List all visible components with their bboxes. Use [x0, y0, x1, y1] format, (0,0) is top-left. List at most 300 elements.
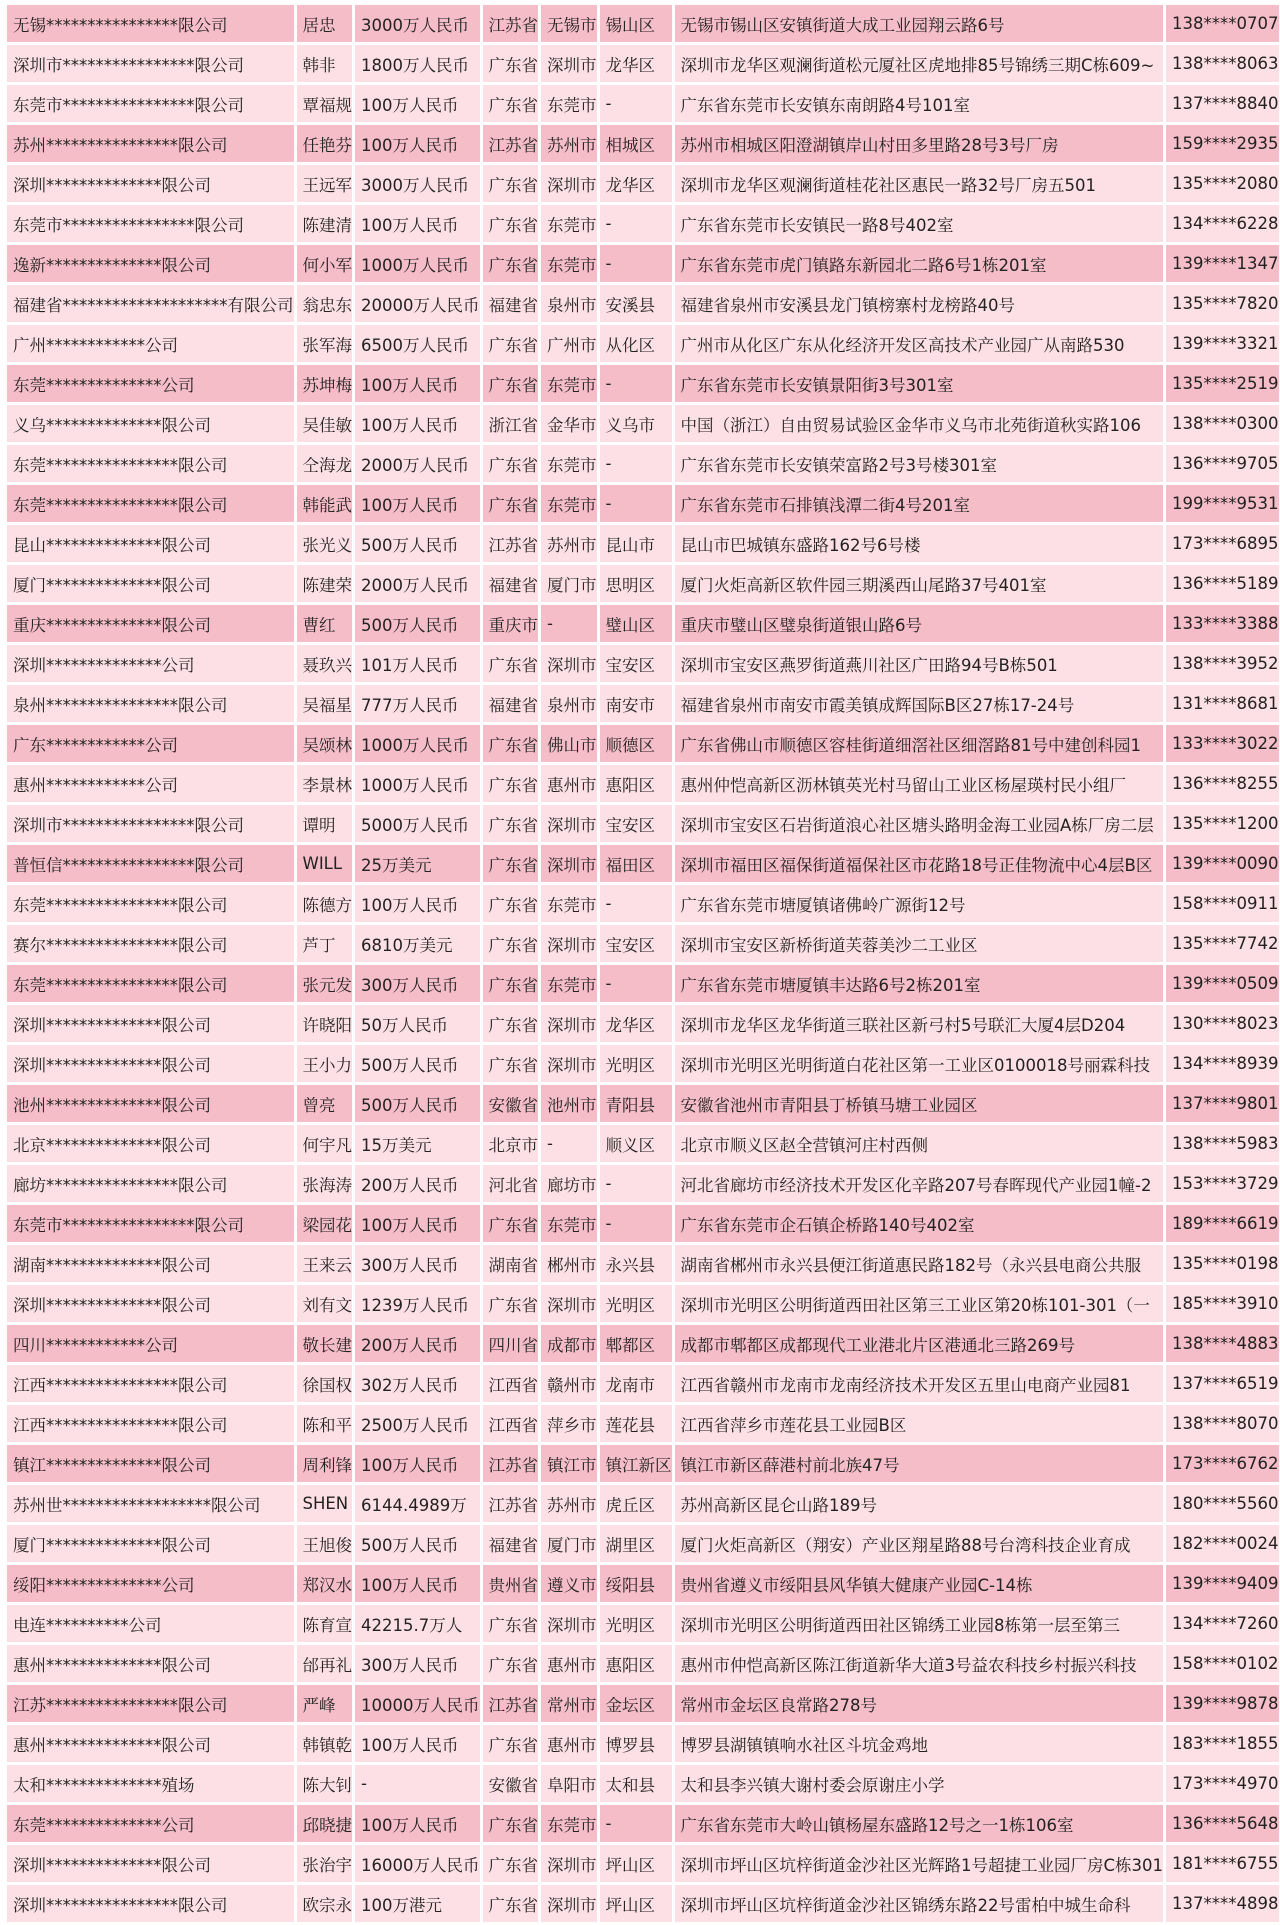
contact-person-cell: 芦丁: [297, 925, 353, 962]
table-row: [7, 1445, 1279, 1482]
address-cell: 贵州省遵义市绥阳县风华镇大健康产业园C-14栋: [675, 1565, 1164, 1602]
company-name-cell: 普恒信****************限公司: [7, 845, 294, 882]
city-cell: 苏州市: [541, 125, 597, 162]
province-cell: 广东省: [483, 365, 539, 402]
contact-person-cell: 陈建清: [297, 205, 353, 242]
contact-person-cell: 仝海龙: [297, 445, 353, 482]
city-cell: 无锡市: [541, 5, 597, 42]
phone-cell: 137****4898: [1166, 1885, 1279, 1922]
table-row: [7, 1125, 1279, 1162]
registered-capital-cell: 100万港元: [355, 1885, 480, 1922]
district-cell: 永兴县: [600, 1245, 672, 1282]
phone-cell: 135****7820: [1166, 285, 1279, 322]
phone-cell: 136****9705: [1166, 445, 1279, 482]
company-name-cell: 池州**************限公司: [7, 1085, 294, 1122]
company-name-cell: 东莞****************限公司: [7, 885, 294, 922]
registered-capital-cell: 1000万人民币: [355, 765, 480, 802]
address-cell: 成都市郫都区成都现代工业港北片区港通北三路269号: [675, 1325, 1164, 1362]
district-cell: 相城区: [600, 125, 672, 162]
district-cell: 郫都区: [600, 1325, 672, 1362]
phone-cell: 173****6895: [1166, 525, 1279, 562]
registered-capital-cell: 10000万人民币: [355, 1685, 480, 1722]
company-name-cell: 东莞**************公司: [7, 1805, 294, 1842]
phone-cell: 135****0198: [1166, 1245, 1279, 1282]
company-name-cell: 逸新**************限公司: [7, 245, 294, 282]
table-row: [7, 1205, 1279, 1242]
contact-person-cell: 张海涛: [297, 1165, 353, 1202]
company-name-cell: 深圳**************限公司: [7, 1045, 294, 1082]
province-cell: 江西省: [483, 1365, 539, 1402]
registered-capital-cell: 500万人民币: [355, 1085, 480, 1122]
table-row: [7, 1325, 1279, 1362]
city-cell: 萍乡市: [541, 1405, 597, 1442]
address-cell: 深圳市光明区公明街道西田社区锦绣工业园8栋第一层至第三: [675, 1605, 1164, 1642]
phone-cell: 139****9409: [1166, 1565, 1279, 1602]
province-cell: 广东省: [483, 965, 539, 1002]
city-cell: 深圳市: [541, 925, 597, 962]
phone-cell: 138****5983: [1166, 1125, 1279, 1162]
registered-capital-cell: 25万美元: [355, 845, 480, 882]
address-cell: 深圳市宝安区燕罗街道燕川社区广田路94号B栋501: [675, 645, 1164, 682]
contact-person-cell: 张军海: [297, 325, 353, 362]
address-cell: 镇江市新区薛港村前北族47号: [675, 1445, 1164, 1482]
address-cell: 苏州高新区昆仑山路189号: [675, 1485, 1164, 1522]
phone-cell: 133****3388: [1166, 605, 1279, 642]
registered-capital-cell: 100万人民币: [355, 205, 480, 242]
table-row: [7, 1885, 1279, 1922]
registered-capital-cell: 200万人民币: [355, 1325, 480, 1362]
district-cell: 思明区: [600, 565, 672, 602]
district-cell: -: [600, 1205, 672, 1242]
registered-capital-cell: 6500万人民币: [355, 325, 480, 362]
contact-person-cell: 韩非: [297, 45, 353, 82]
district-cell: 太和县: [600, 1765, 672, 1802]
province-cell: 广东省: [483, 45, 539, 82]
registered-capital-cell: 1800万人民币: [355, 45, 480, 82]
district-cell: -: [600, 85, 672, 122]
company-name-cell: 镇江**************限公司: [7, 1445, 294, 1482]
city-cell: 郴州市: [541, 1245, 597, 1282]
table-row: [7, 85, 1279, 122]
province-cell: 江苏省: [483, 1685, 539, 1722]
district-cell: 璧山区: [600, 605, 672, 642]
phone-cell: 137****8840: [1166, 85, 1279, 122]
address-cell: 深圳市宝安区新桥街道芙蓉美沙二工业区: [675, 925, 1164, 962]
registered-capital-cell: 100万人民币: [355, 1205, 480, 1242]
province-cell: 广东省: [483, 805, 539, 842]
district-cell: 坪山区: [600, 1845, 672, 1882]
address-cell: 深圳市坪山区坑梓街道金沙社区锦绣东路22号雷柏中城生命科: [675, 1885, 1164, 1922]
registered-capital-cell: 1000万人民币: [355, 725, 480, 762]
table-row: [7, 1565, 1279, 1602]
company-name-cell: 苏州世******************限公司: [7, 1485, 294, 1522]
province-cell: 广东省: [483, 205, 539, 242]
company-name-cell: 东莞**************公司: [7, 365, 294, 402]
city-cell: 厦门市: [541, 565, 597, 602]
phone-cell: 199****9531: [1166, 485, 1279, 522]
company-name-cell: 东莞****************限公司: [7, 445, 294, 482]
city-cell: 阜阳市: [541, 1765, 597, 1802]
city-cell: 镇江市: [541, 1445, 597, 1482]
province-cell: 重庆市: [483, 605, 539, 642]
contact-person-cell: 敬长建: [297, 1325, 353, 1362]
city-cell: 东莞市: [541, 245, 597, 282]
province-cell: 广东省: [483, 485, 539, 522]
table-row: [7, 1725, 1279, 1762]
province-cell: 广东省: [483, 445, 539, 482]
company-name-cell: 深圳**************限公司: [7, 1845, 294, 1882]
contact-person-cell: 曾亮: [297, 1085, 353, 1122]
phone-cell: 139****3321: [1166, 325, 1279, 362]
company-name-cell: 湖南**************限公司: [7, 1245, 294, 1282]
table-row: [7, 1405, 1279, 1442]
table-row: [7, 1765, 1279, 1802]
phone-cell: 137****6519: [1166, 1365, 1279, 1402]
phone-cell: 139****0090: [1166, 845, 1279, 882]
province-cell: 广东省: [483, 1605, 539, 1642]
address-cell: 博罗县湖镇镇响水社区斗坑金鸡地: [675, 1725, 1164, 1762]
company-name-cell: 东莞市****************限公司: [7, 85, 294, 122]
phone-cell: 136****5648: [1166, 1805, 1279, 1842]
company-name-cell: 深圳****************限公司: [7, 1885, 294, 1922]
province-cell: 四川省: [483, 1325, 539, 1362]
registered-capital-cell: 777万人民币: [355, 685, 480, 722]
registered-capital-cell: 500万人民币: [355, 1525, 480, 1562]
table-row: [7, 925, 1279, 962]
address-cell: 广东省东莞市长安镇民一路8号402室: [675, 205, 1164, 242]
city-cell: 廊坊市: [541, 1165, 597, 1202]
address-cell: 昆山市巴城镇东盛路162号6号楼: [675, 525, 1164, 562]
contact-person-cell: 居忠: [297, 5, 353, 42]
contact-person-cell: 吴福星: [297, 685, 353, 722]
city-cell: 广州市: [541, 325, 597, 362]
district-cell: 宝安区: [600, 645, 672, 682]
province-cell: 福建省: [483, 685, 539, 722]
phone-cell: 135****7742: [1166, 925, 1279, 962]
city-cell: 金华市: [541, 405, 597, 442]
province-cell: 广东省: [483, 1285, 539, 1322]
phone-cell: 135****2080: [1166, 165, 1279, 202]
district-cell: 昆山市: [600, 525, 672, 562]
address-cell: 江西省萍乡市莲花县工业园B区: [675, 1405, 1164, 1442]
company-name-cell: 惠州************公司: [7, 765, 294, 802]
district-cell: 惠阳区: [600, 765, 672, 802]
address-cell: 苏州市相城区阳澄湖镇岸山村田多里路28号3号厂房: [675, 125, 1164, 162]
contact-person-cell: 严峰: [297, 1685, 353, 1722]
phone-cell: 136****5189: [1166, 565, 1279, 602]
address-cell: 深圳市光明区光明街道白花社区第一工业区0100018号丽霖科技: [675, 1045, 1164, 1082]
contact-person-cell: 苏坤梅: [297, 365, 353, 402]
company-name-cell: 泉州****************限公司: [7, 685, 294, 722]
city-cell: 东莞市: [541, 965, 597, 1002]
contact-person-cell: 李景林: [297, 765, 353, 802]
registered-capital-cell: 20000万人民币: [355, 285, 480, 322]
district-cell: 湖里区: [600, 1525, 672, 1562]
province-cell: 福建省: [483, 1525, 539, 1562]
table-row: [7, 1685, 1279, 1722]
registered-capital-cell: 100万人民币: [355, 1725, 480, 1762]
company-name-cell: 福建省********************有限公司: [7, 285, 294, 322]
city-cell: 泉州市: [541, 285, 597, 322]
district-cell: -: [600, 1805, 672, 1842]
contact-person-cell: 邰再礼: [297, 1645, 353, 1682]
address-cell: 深圳市龙华区观澜街道松元厦社区虎地排85号锦绣三期C栋609~: [675, 45, 1164, 82]
contact-person-cell: 聂玖兴: [297, 645, 353, 682]
table-row: [7, 5, 1279, 42]
phone-cell: 134****8939: [1166, 1045, 1279, 1082]
district-cell: 顺德区: [600, 725, 672, 762]
company-name-cell: 厦门**************限公司: [7, 1525, 294, 1562]
table-row: [7, 285, 1279, 322]
contact-person-cell: 陈建荣: [297, 565, 353, 602]
city-cell: -: [541, 1125, 597, 1162]
district-cell: 青阳县: [600, 1085, 672, 1122]
phone-cell: 173****6762: [1166, 1445, 1279, 1482]
company-name-cell: 江西****************限公司: [7, 1365, 294, 1402]
company-name-cell: 东莞市****************限公司: [7, 205, 294, 242]
table-row: [7, 405, 1279, 442]
district-cell: 宝安区: [600, 925, 672, 962]
table-row: [7, 1645, 1279, 1682]
district-cell: 光明区: [600, 1605, 672, 1642]
registered-capital-cell: 302万人民币: [355, 1365, 480, 1402]
table-row: [7, 1605, 1279, 1642]
table-row: [7, 1365, 1279, 1402]
city-cell: 东莞市: [541, 1205, 597, 1242]
province-cell: 广东省: [483, 845, 539, 882]
phone-cell: 183****1855: [1166, 1725, 1279, 1762]
district-cell: 坪山区: [600, 1885, 672, 1922]
phone-cell: 134****7260: [1166, 1605, 1279, 1642]
district-cell: 龙华区: [600, 165, 672, 202]
district-cell: 金坛区: [600, 1685, 672, 1722]
company-name-cell: 义乌**************限公司: [7, 405, 294, 442]
table-row: [7, 805, 1279, 842]
phone-cell: 139****0509: [1166, 965, 1279, 1002]
registered-capital-cell: 100万人民币: [355, 365, 480, 402]
district-cell: -: [600, 365, 672, 402]
district-cell: 绥阳县: [600, 1565, 672, 1602]
registered-capital-cell: 500万人民币: [355, 525, 480, 562]
registered-capital-cell: 2000万人民币: [355, 445, 480, 482]
province-cell: 安徽省: [483, 1085, 539, 1122]
registered-capital-cell: 5000万人民币: [355, 805, 480, 842]
table-row: [7, 45, 1279, 82]
contact-person-cell: 欧宗永: [297, 1885, 353, 1922]
district-cell: 福田区: [600, 845, 672, 882]
registered-capital-cell: 16000万人民币: [355, 1845, 480, 1882]
address-cell: 广州市从化区广东从化经济开发区高技术产业园广从南路530: [675, 325, 1164, 362]
contact-person-cell: 陈和平: [297, 1405, 353, 1442]
table-row: [7, 1005, 1279, 1042]
contact-person-cell: 韩能武: [297, 485, 353, 522]
registered-capital-cell: 100万人民币: [355, 85, 480, 122]
province-cell: 广东省: [483, 85, 539, 122]
table-row: [7, 605, 1279, 642]
phone-cell: 153****3729: [1166, 1165, 1279, 1202]
city-cell: 深圳市: [541, 845, 597, 882]
city-cell: 惠州市: [541, 1725, 597, 1762]
contact-person-cell: 王远军: [297, 165, 353, 202]
table-row: [7, 1165, 1279, 1202]
contact-person-cell: 陈大钊: [297, 1765, 353, 1802]
phone-cell: 138****4883: [1166, 1325, 1279, 1362]
province-cell: 江苏省: [483, 525, 539, 562]
registered-capital-cell: 101万人民币: [355, 645, 480, 682]
address-cell: 深圳市龙华区龙华街道三联社区新弓村5号联汇大厦4层D204: [675, 1005, 1164, 1042]
province-cell: 安徽省: [483, 1765, 539, 1802]
province-cell: 广东省: [483, 1725, 539, 1762]
table-row: [7, 725, 1279, 762]
address-cell: 深圳市龙华区观澜街道桂花社区惠民一路32号厂房五501: [675, 165, 1164, 202]
contact-person-cell: 刘有文: [297, 1285, 353, 1322]
phone-cell: 137****9801: [1166, 1085, 1279, 1122]
address-cell: 深圳市福田区福保街道福保社区市花路18号正佳物流中心4层B区: [675, 845, 1164, 882]
contact-person-cell: 周利锋: [297, 1445, 353, 1482]
city-cell: 赣州市: [541, 1365, 597, 1402]
table-row: [7, 165, 1279, 202]
district-cell: 光明区: [600, 1285, 672, 1322]
province-cell: 广东省: [483, 165, 539, 202]
table-row: [7, 845, 1279, 882]
address-cell: 惠州仲恺高新区沥林镇英光村马留山工业区杨屋瑛村民小组厂: [675, 765, 1164, 802]
city-cell: 常州市: [541, 1685, 597, 1722]
table-row: [7, 245, 1279, 282]
company-name-cell: 深圳**************公司: [7, 645, 294, 682]
address-cell: 广东省东莞市塘厦镇诸佛岭广源街12号: [675, 885, 1164, 922]
table-row: [7, 445, 1279, 482]
address-cell: 深圳市坪山区坑梓街道金沙社区光辉路1号超捷工业园厂房C栋301: [675, 1845, 1164, 1882]
table-row: [7, 885, 1279, 922]
registered-capital-cell: 6144.4989万: [355, 1485, 480, 1522]
city-cell: 深圳市: [541, 1605, 597, 1642]
phone-cell: 139****1347: [1166, 245, 1279, 282]
contact-person-cell: 陈德方: [297, 885, 353, 922]
phone-cell: 139****9878: [1166, 1685, 1279, 1722]
contact-person-cell: 梁园花: [297, 1205, 353, 1242]
contact-person-cell: 何小军: [297, 245, 353, 282]
contact-person-cell: 谭明: [297, 805, 353, 842]
registered-capital-cell: 42215.7万人: [355, 1605, 480, 1642]
address-cell: 广东省佛山市顺德区容桂街道细滘社区细滘路81号中建创科园1: [675, 725, 1164, 762]
address-cell: 常州市金坛区良常路278号: [675, 1685, 1164, 1722]
registered-capital-cell: 200万人民币: [355, 1165, 480, 1202]
company-name-cell: 北京**************限公司: [7, 1125, 294, 1162]
phone-cell: 185****3910: [1166, 1285, 1279, 1322]
province-cell: 广东省: [483, 1005, 539, 1042]
city-cell: 深圳市: [541, 1885, 597, 1922]
company-name-cell: 赛尔****************限公司: [7, 925, 294, 962]
phone-cell: 130****8023: [1166, 1005, 1279, 1042]
table-row: [7, 365, 1279, 402]
contact-person-cell: 吴佳敏: [297, 405, 353, 442]
province-cell: 福建省: [483, 285, 539, 322]
province-cell: 广东省: [483, 885, 539, 922]
phone-cell: 138****8070: [1166, 1405, 1279, 1442]
table-row: [7, 565, 1279, 602]
company-name-cell: 惠州**************限公司: [7, 1725, 294, 1762]
company-name-cell: 东莞****************限公司: [7, 965, 294, 1002]
address-cell: 广东省东莞市长安镇东南朗路4号101室: [675, 85, 1164, 122]
province-cell: 贵州省: [483, 1565, 539, 1602]
company-table: [4, 2, 1280, 1925]
table-row: [7, 965, 1279, 1002]
phone-cell: 135****2519: [1166, 365, 1279, 402]
city-cell: 泉州市: [541, 685, 597, 722]
city-cell: 东莞市: [541, 445, 597, 482]
phone-cell: 182****0024: [1166, 1525, 1279, 1562]
district-cell: -: [600, 885, 672, 922]
city-cell: 深圳市: [541, 805, 597, 842]
contact-person-cell: 何宇凡: [297, 1125, 353, 1162]
address-cell: 厦门火炬高新区软件园三期溪西山尾路37号401室: [675, 565, 1164, 602]
phone-cell: 136****8255: [1166, 765, 1279, 802]
phone-cell: 134****6228: [1166, 205, 1279, 242]
address-cell: 广东省东莞市石排镇浅潭二街4号201室: [675, 485, 1164, 522]
city-cell: 东莞市: [541, 485, 597, 522]
province-cell: 湖南省: [483, 1245, 539, 1282]
address-cell: 福建省泉州市南安市霞美镇成辉国际B区27栋17-24号: [675, 685, 1164, 722]
phone-cell: 158****0911: [1166, 885, 1279, 922]
contact-person-cell: 张光义: [297, 525, 353, 562]
district-cell: 南安市: [600, 685, 672, 722]
contact-person-cell: 王小力: [297, 1045, 353, 1082]
city-cell: 东莞市: [541, 365, 597, 402]
contact-person-cell: 张治宇: [297, 1845, 353, 1882]
city-cell: 遵义市: [541, 1565, 597, 1602]
phone-cell: 133****3022: [1166, 725, 1279, 762]
registered-capital-cell: 100万人民币: [355, 1445, 480, 1482]
district-cell: 博罗县: [600, 1725, 672, 1762]
city-cell: 成都市: [541, 1325, 597, 1362]
phone-cell: 189****6619: [1166, 1205, 1279, 1242]
city-cell: 东莞市: [541, 885, 597, 922]
table-row: [7, 765, 1279, 802]
table-row: [7, 1525, 1279, 1562]
province-cell: 广东省: [483, 645, 539, 682]
contact-person-cell: 邱晓捷: [297, 1805, 353, 1842]
phone-cell: 138****0300: [1166, 405, 1279, 442]
province-cell: 江苏省: [483, 1485, 539, 1522]
company-name-cell: 东莞市****************限公司: [7, 1205, 294, 1242]
contact-person-cell: 王旭俊: [297, 1525, 353, 1562]
district-cell: 安溪县: [600, 285, 672, 322]
province-cell: 广东省: [483, 765, 539, 802]
address-cell: 惠州市仲恺高新区陈江街道新华大道3号益农科技乡村振兴科技: [675, 1645, 1164, 1682]
registered-capital-cell: 100万人民币: [355, 1805, 480, 1842]
contact-person-cell: 郑汉水: [297, 1565, 353, 1602]
district-cell: 龙华区: [600, 1005, 672, 1042]
province-cell: 北京市: [483, 1125, 539, 1162]
company-name-cell: 绥阳**************公司: [7, 1565, 294, 1602]
registered-capital-cell: 15万美元: [355, 1125, 480, 1162]
city-cell: 深圳市: [541, 1045, 597, 1082]
province-cell: 广东省: [483, 325, 539, 362]
province-cell: 河北省: [483, 1165, 539, 1202]
city-cell: 深圳市: [541, 45, 597, 82]
address-cell: 厦门火炬高新区（翔安）产业区翔星路88号台湾科技企业育成: [675, 1525, 1164, 1562]
address-cell: 江西省赣州市龙南市龙南经济技术开发区五里山电商产业园81: [675, 1365, 1164, 1402]
city-cell: 东莞市: [541, 85, 597, 122]
company-name-cell: 廊坊****************限公司: [7, 1165, 294, 1202]
district-cell: 光明区: [600, 1045, 672, 1082]
phone-cell: 138****8063: [1166, 45, 1279, 82]
address-cell: 安徽省池州市青阳县丁桥镇马塘工业园区: [675, 1085, 1164, 1122]
company-name-cell: 深圳**************限公司: [7, 1285, 294, 1322]
province-cell: 浙江省: [483, 405, 539, 442]
province-cell: 江苏省: [483, 125, 539, 162]
province-cell: 广东省: [483, 925, 539, 962]
